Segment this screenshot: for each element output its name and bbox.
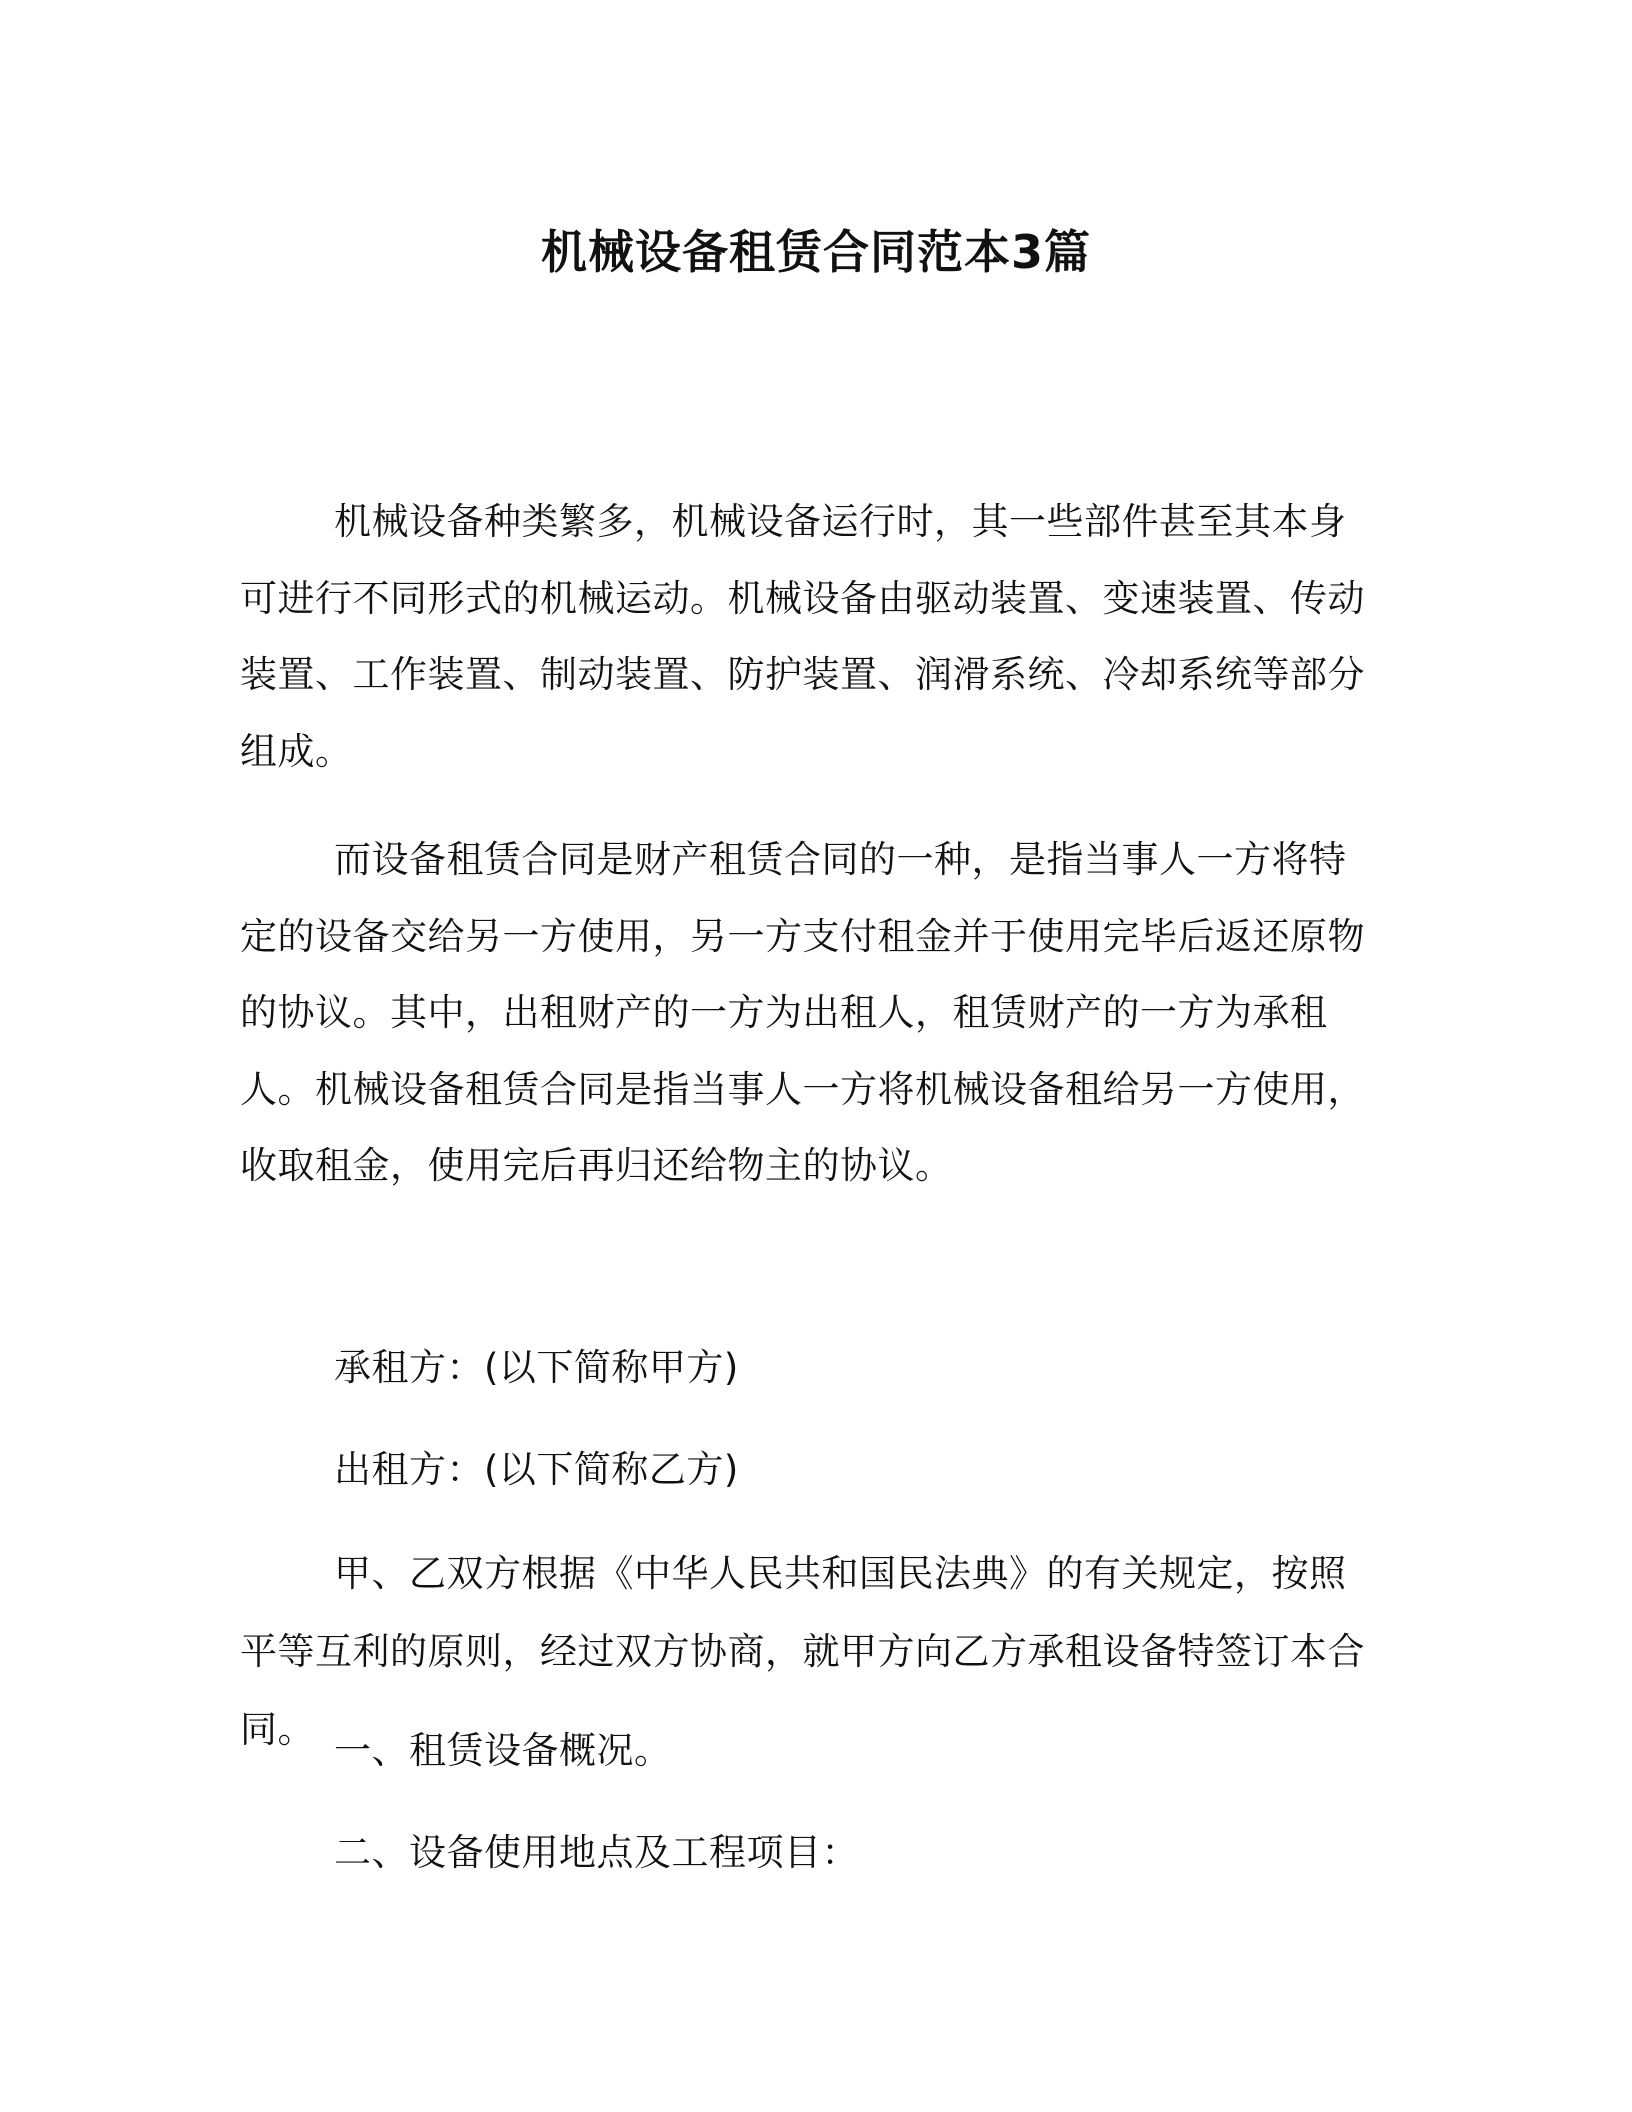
definition-paragraph: 而设备租赁合同是财产租赁合同的一种，是指当事人一方将特定的设备交给另一方使用，另一方支付租金并于使用完毕后返还原物的协议。其中，出租财产的一方为出租人，租赁财产的一方为承租人。机械设备租赁合同是指当事人一方将机械设备租给另一方使用，收取租金，使用完后再归还给物主的协议。 bbox=[240, 838, 1365, 1187]
section-heading-1: 一、租赁设备概况。 bbox=[334, 1729, 672, 1772]
lessor-line: 出租方：(以下简称乙方) bbox=[334, 1448, 739, 1491]
section-heading-2: 二、设备使用地点及工程项目： bbox=[334, 1831, 859, 1874]
agreement-paragraph: 甲、乙双方根据《中华人民共和国民法典》的有关规定，按照平等互利的原则，经过双方协商，就甲方向乙方承租设备特签订本合同。 bbox=[240, 1552, 1365, 1751]
intro-paragraph: 机械设备种类繁多，机械设备运行时，其一些部件甚至其本身可进行不同形式的机械运动。机械设备由驱动装置、变速装置、传动装置、工作装置、制动装置、防护装置、润滑系统、冷却系统等部分组成。 bbox=[240, 500, 1365, 773]
document-title: 机械设备租赁合同范本3篇 bbox=[540, 225, 1091, 279]
lessee-line: 承租方：(以下简称甲方) bbox=[334, 1346, 739, 1389]
